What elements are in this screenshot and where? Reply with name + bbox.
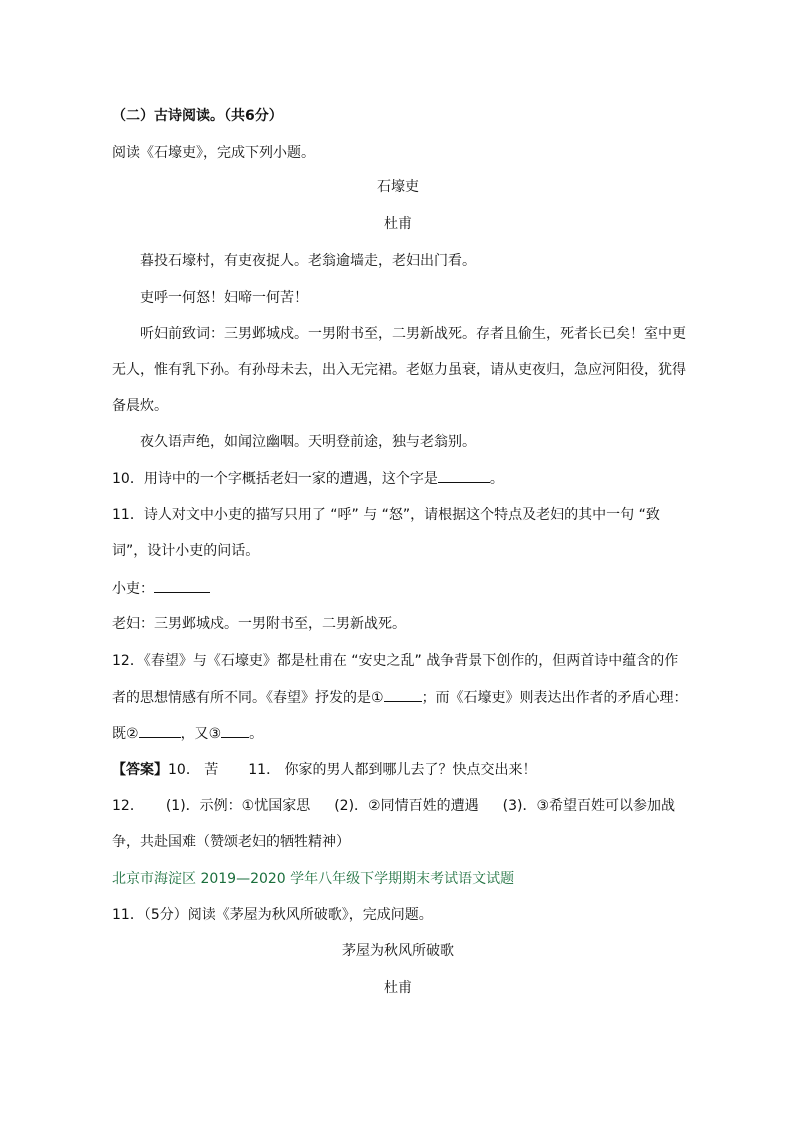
question-11-line2: 词”，设计小吏的问话。 (112, 543, 260, 559)
poem-author: 杜甫 (384, 216, 412, 232)
next-poem-title: 茅屋为秋风所破歌 (342, 943, 454, 959)
answer-line-2 (112, 796, 684, 816)
blank-marker-2: ② (126, 726, 139, 742)
section-instruction: 阅读《石壕吏》，完成下列小题。 (112, 145, 315, 161)
question-12-line3 (112, 723, 684, 744)
answer-blank (384, 687, 422, 702)
answer-label: 【答案】 (112, 762, 168, 778)
officer-line (112, 578, 684, 599)
poem-title: 石壕吏 (377, 179, 419, 195)
officer-label: 小吏： (112, 581, 154, 597)
answer-11: 11． 你家的男人都到哪儿去了？快点交出来！ (248, 762, 537, 778)
answer-line-1 (112, 760, 684, 780)
question-12-text: 者的思想情感有所不同。《春望》抒发的是 (112, 690, 371, 706)
answer-blank (139, 723, 181, 738)
poem-line: 听妇前致词：三男邺城戍。一男附书至，二男新战死。存者且偷生，死者长已矣！室中更 (140, 326, 686, 342)
question-12-line2 (112, 687, 688, 708)
poem-line: 无人，惟有乳下孙。有孙母未去，出入无完裙。老妪力虽衰，请从吏夜归，急应河阳役，犹得 (112, 362, 686, 378)
question-12-text: 。 (249, 726, 264, 742)
section-heading: （二）古诗阅读。（共6分） (112, 108, 283, 124)
blank-marker-3: ③ (208, 726, 222, 742)
next-question: 11．（5分）阅读《茅屋为秋风所破歌》，完成问题。 (112, 907, 433, 923)
source-title: 北京市海淀区 2019—2020 学年八年级下学期期末考试语文试题 (112, 871, 515, 887)
answer-blank (221, 723, 249, 738)
answer-12-number: 12． (112, 798, 144, 814)
poem-line: 暮投石壕村，有吏夜捉人。老翁逾墙走，老妇出门看。 (140, 253, 476, 269)
answer-12-part2: (2)．②同情百姓的遭遇 (334, 798, 479, 814)
question-10-text: 10．用诗中的一个字概括老妇一家的遭遇，这个字是 (112, 471, 438, 487)
question-12-text: ；而《石壕吏》则表达出作者的矛盾心理： (421, 690, 688, 706)
answer-blank (154, 578, 210, 593)
woman-line: 老妇：三男邺城戍。一男附书至，二男新战死。 (112, 616, 406, 632)
blank-marker-1: ① (371, 690, 384, 706)
next-poem-author: 杜甫 (384, 980, 412, 996)
question-11-line1: 11．诗人对文中小吏的描写只用了 “呼” 与 “怒”，请根据这个特点及老妇的其中一句 “致 (112, 507, 660, 523)
question-12-line1: 12．《春望》与《石壕吏》都是杜甫在 “安史之乱” 战争背景下创作的，但两首诗中蕴含的作 (112, 653, 679, 669)
poem-line: 吏呼一何怒！妇啼一何苦！ (140, 290, 308, 306)
question-12-text: 既 (112, 726, 126, 742)
answer-12-part1: (1)．示例：①忧国家思 (165, 798, 311, 814)
poem-line: 备晨炊。 (112, 398, 168, 414)
answer-blank (438, 468, 490, 483)
answer-12-part3: (3)．③希望百姓可以参加战 (502, 798, 675, 814)
question-12-text: ，又 (180, 726, 209, 742)
question-10-end: 。 (489, 471, 504, 487)
answer-line-3: 争，共赴国难（赞颂老妇的牺牲精神） (112, 834, 350, 850)
poem-line: 夜久语声绝，如闻泣幽咽。天明登前途，独与老翁别。 (140, 434, 476, 450)
answer-10: 10． 苦 (168, 762, 219, 778)
question-10 (112, 468, 684, 489)
